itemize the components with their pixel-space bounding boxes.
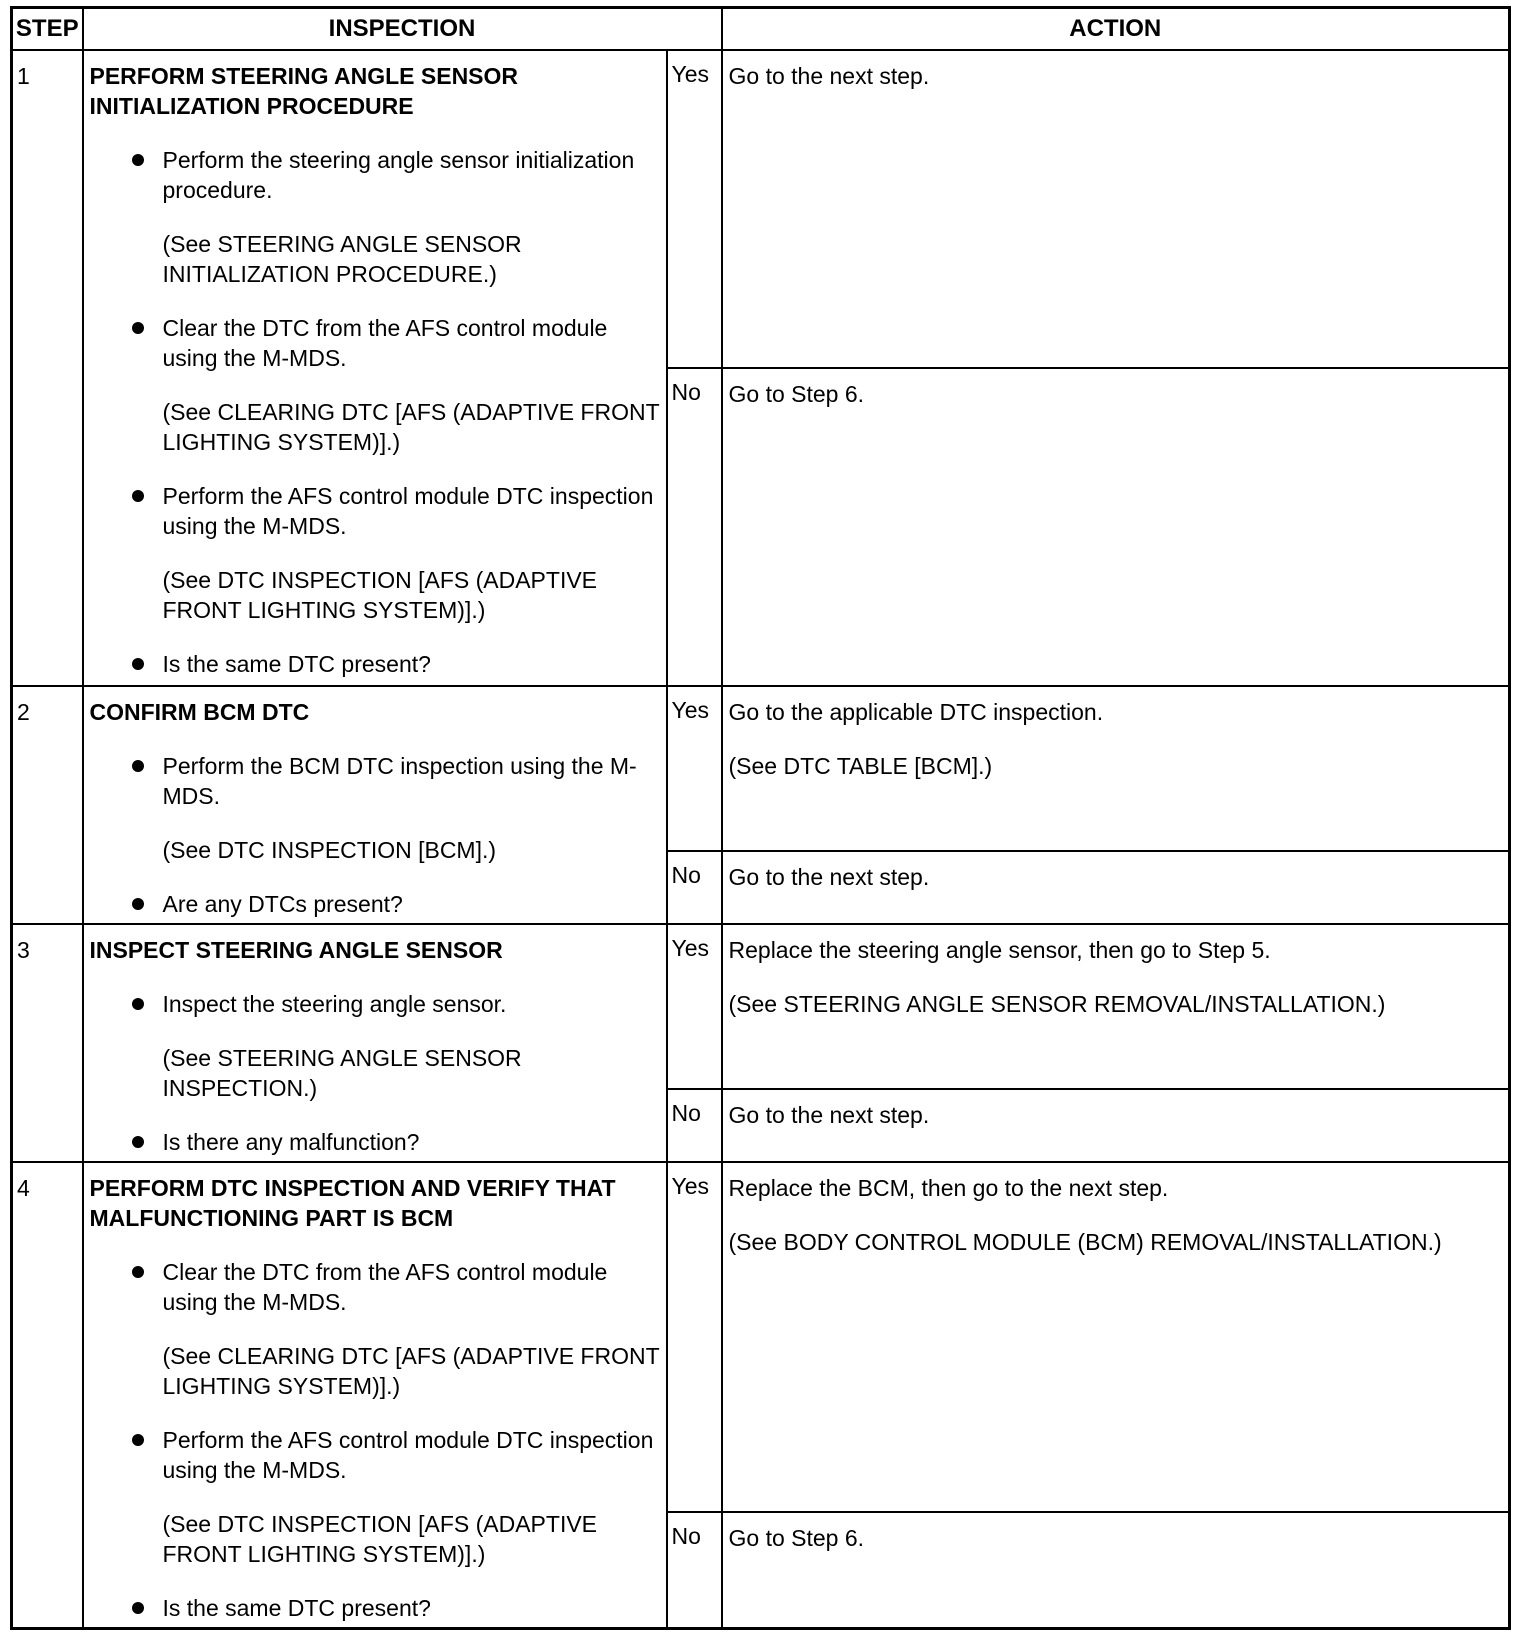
yes-action: Go to the next step. <box>722 50 1510 368</box>
bullet-icon <box>132 1266 144 1278</box>
bullet-icon <box>132 998 144 1010</box>
bullet-item: Clear the DTC from the AFS control module using the M-MDS. <box>90 1257 660 1317</box>
yes-label: Yes <box>667 924 722 1089</box>
bullet-item: Is the same DTC present? <box>90 649 660 679</box>
yes-action: Go to the applicable DTC inspection. (See DTC TABLE [BCM].) <box>722 686 1510 851</box>
bullet-icon <box>132 490 144 502</box>
yes-label: Yes <box>667 686 722 851</box>
step-4-yes-row <box>12 1162 1510 1512</box>
troubleshooting-table <box>10 6 1511 1630</box>
step-title: CONFIRM BCM DTC <box>89 699 310 725</box>
no-action: Go to the next step. <box>722 851 1510 924</box>
reference-text: (See STEERING ANGLE SENSOR INITIALIZATION PROCEDURE.) <box>162 231 522 287</box>
header-action: ACTION <box>722 8 1510 51</box>
no-label: No <box>667 1089 722 1162</box>
bullet-icon <box>132 154 144 166</box>
reference-text: (See CLEARING DTC [AFS (ADAPTIVE FRONT LIGHTING SYSTEM)].) <box>162 399 660 455</box>
bullet-icon <box>132 898 144 910</box>
step-3-yes-row <box>12 924 1510 1089</box>
step-title: PERFORM DTC INSPECTION AND VERIFY THAT MALFUNCTIONING PART IS BCM <box>89 1175 616 1231</box>
reference-text: (See CLEARING DTC [AFS (ADAPTIVE FRONT LIGHTING SYSTEM)].) <box>162 1343 660 1399</box>
step-number: 1 <box>12 50 83 686</box>
bullet-item: Clear the DTC from the AFS control module using the M-MDS. <box>90 313 660 373</box>
yes-action: Replace the BCM, then go to the next step. (See BODY CONTROL MODULE (BCM) REMOVAL/INSTALLATION.) <box>722 1162 1510 1512</box>
bullet-item: Is the same DTC present? <box>90 1593 660 1623</box>
bullet-item: Perform the BCM DTC inspection using the M-MDS. <box>90 751 660 811</box>
step-title: INSPECT STEERING ANGLE SENSOR <box>89 937 503 963</box>
no-label: No <box>667 1512 722 1628</box>
bullet-icon <box>132 658 144 670</box>
reference-text: (See DTC INSPECTION [BCM].) <box>162 837 497 863</box>
step-number: 3 <box>12 924 83 1162</box>
inspection-cell <box>83 1162 667 1629</box>
yes-label: Yes <box>667 1162 722 1512</box>
bullet-item: Inspect the steering angle sensor. <box>90 989 660 1019</box>
no-action: Go to Step 6. <box>722 368 1510 686</box>
step-title: PERFORM STEERING ANGLE SENSOR INITIALIZATION PROCEDURE <box>89 63 519 119</box>
step-number: 4 <box>12 1162 83 1629</box>
bullet-icon <box>132 1136 144 1148</box>
bullet-icon <box>132 1602 144 1614</box>
reference-text: (See STEERING ANGLE SENSOR INSPECTION.) <box>162 1045 522 1101</box>
header-inspection: INSPECTION <box>83 8 722 51</box>
bullet-item: Perform the AFS control module DTC inspection using the M-MDS. <box>90 481 660 541</box>
no-label: No <box>667 851 722 924</box>
step-number: 2 <box>12 686 83 924</box>
inspection-cell <box>83 50 667 686</box>
inspection-cell <box>83 924 667 1162</box>
bullet-icon <box>132 760 144 772</box>
header-row <box>12 8 1510 51</box>
bullet-icon <box>132 1434 144 1446</box>
bullet-icon <box>132 322 144 334</box>
bullet-item: Perform the AFS control module DTC inspection using the M-MDS. <box>90 1425 660 1485</box>
no-action: Go to the next step. <box>722 1089 1510 1162</box>
reference-text: (See DTC INSPECTION [AFS (ADAPTIVE FRONT LIGHTING SYSTEM)].) <box>162 567 598 623</box>
reference-text: (See DTC INSPECTION [AFS (ADAPTIVE FRONT LIGHTING SYSTEM)].) <box>162 1511 598 1567</box>
bullet-item: Perform the steering angle sensor initialization procedure. <box>90 145 660 205</box>
no-action: Go to Step 6. <box>722 1512 1510 1628</box>
bullet-item: Are any DTCs present? <box>90 889 660 919</box>
header-step: STEP <box>12 8 83 51</box>
step-2-yes-row <box>12 686 1510 851</box>
bullet-item: Is there any malfunction? <box>90 1127 660 1157</box>
yes-action: Replace the steering angle sensor, then go to Step 5. (See STEERING ANGLE SENSOR REMOVAL/INSTALLATION.) <box>722 924 1510 1089</box>
step-1-yes-row <box>12 50 1510 368</box>
inspection-cell <box>83 686 667 924</box>
yes-label: Yes <box>667 50 722 368</box>
no-label: No <box>667 368 722 686</box>
